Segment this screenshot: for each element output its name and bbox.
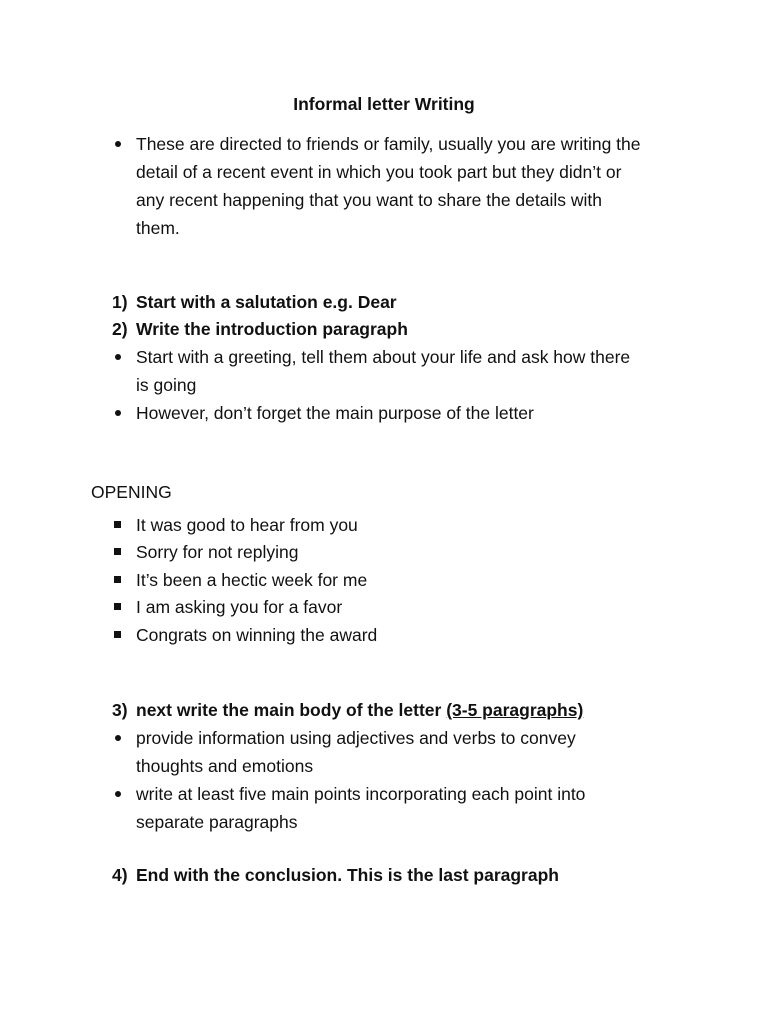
step-2-bullet: [136, 399, 696, 427]
step-number: 3): [112, 700, 128, 720]
bullet-dot-icon: [115, 141, 121, 147]
square-bullet-icon: [114, 631, 121, 638]
step-3-main: next write the main body of the letter: [136, 700, 447, 720]
bullet-line: provide information using adjectives and verbs to convey: [136, 728, 576, 748]
bullet-dot-icon: [115, 410, 121, 416]
bullet-line: separate paragraphs: [136, 812, 298, 832]
bullet-line: Start with a greeting, tell them about your life and ask how there: [136, 347, 631, 367]
intro-line: These are directed to friends or family, usually you are writing the: [136, 134, 641, 154]
bullet-line: However, don’t forget the main purpose of the letter: [136, 403, 534, 423]
opening-item: Sorry for not replying: [136, 542, 299, 562]
intro-line: detail of a recent event in which you took part but they didn’t or: [136, 162, 622, 182]
document-title: Informal letter Writing: [293, 94, 475, 114]
bullet-dot-icon: [115, 791, 121, 797]
intro-line: any recent happening that you want to share the details with: [136, 190, 602, 210]
step-4-text: End with the conclusion. This is the last paragraph: [136, 865, 559, 885]
bullet-line: write at least five main points incorporating each point into: [136, 784, 586, 804]
square-bullet-icon: [114, 603, 121, 610]
step-3-bullet: [136, 724, 696, 780]
bullet-line: thoughts and emotions: [136, 756, 314, 776]
opening-item: It’s been a hectic week for me: [136, 570, 368, 590]
step-number: 4): [112, 865, 128, 885]
opening-item: I am asking you for a favor: [136, 597, 343, 617]
opening-item: It was good to hear from you: [136, 515, 358, 535]
bullet-line: is going: [136, 375, 197, 395]
intro-paragraph: [136, 130, 696, 242]
step-2-text: Write the introduction paragraph: [136, 319, 408, 339]
step-3-text: [136, 696, 696, 724]
step-number: 2): [112, 319, 128, 339]
step-number: 1): [112, 292, 128, 312]
square-bullet-icon: [114, 576, 121, 583]
opening-item: Congrats on winning the award: [136, 625, 378, 645]
square-bullet-icon: [114, 548, 121, 555]
square-bullet-icon: [114, 521, 121, 528]
step-2-bullet: [136, 343, 696, 399]
bullet-dot-icon: [115, 354, 121, 360]
opening-heading: OPENING: [91, 482, 172, 502]
step-3-emphasis: (3-5 paragraphs): [446, 700, 584, 720]
intro-line: them.: [136, 218, 180, 238]
bullet-dot-icon: [115, 735, 121, 741]
step-3-bullet: [136, 780, 696, 836]
step-1-text: Start with a salutation e.g. Dear: [136, 292, 397, 312]
